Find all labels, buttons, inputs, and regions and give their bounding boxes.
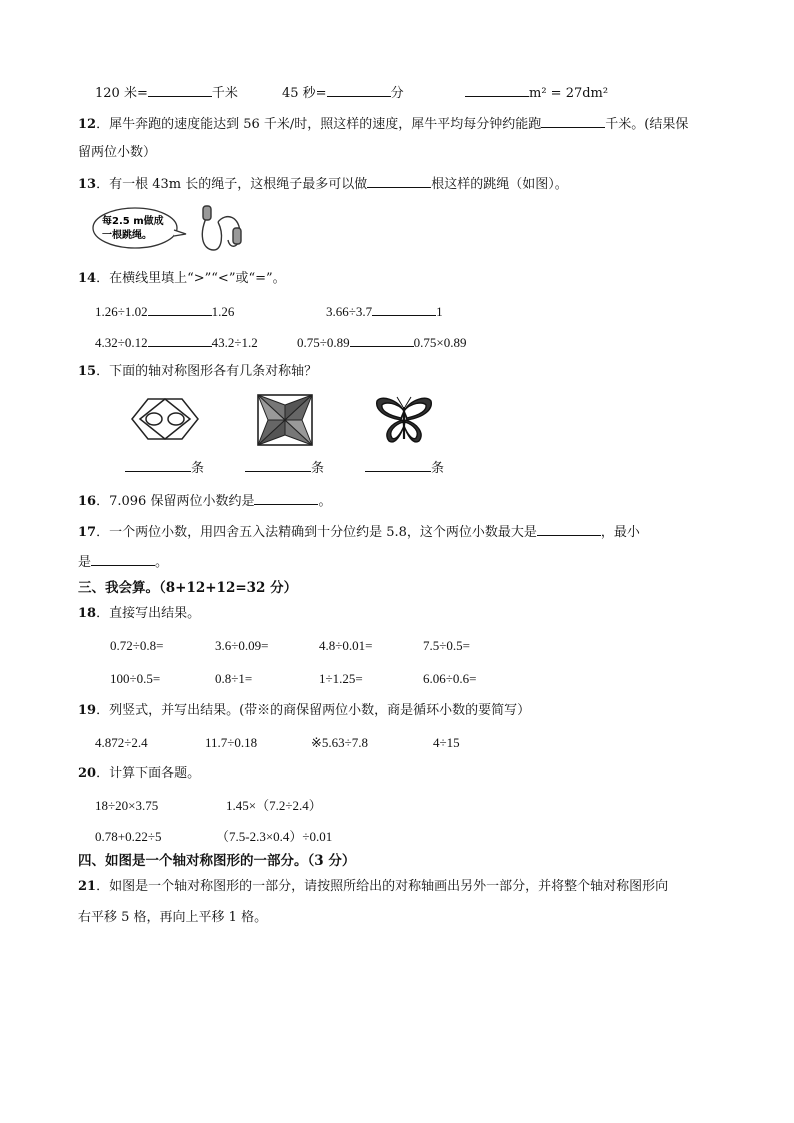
answer-blank[interactable]	[537, 522, 601, 536]
answer-blank[interactable]	[327, 83, 391, 97]
q20-item: 0.78+0.22÷5	[95, 829, 162, 844]
question-13: 13．有一根 43m 长的绳子，这根绳子最多可以做 根这样的跳绳（如图）。	[78, 174, 568, 194]
q19-item: 11.7÷0.18	[205, 735, 258, 750]
question-20: 20．计算下面各题。	[78, 766, 201, 781]
q15-answer-2: 条	[245, 458, 324, 478]
q11-line-b: 45 秒= 分	[282, 83, 404, 103]
speech-bubble	[93, 208, 177, 248]
jump-rope-illustration	[90, 204, 255, 254]
diamond-figure	[128, 393, 202, 445]
answer-blank[interactable]	[372, 302, 436, 316]
answer-blank[interactable]	[365, 458, 431, 472]
answer-blank[interactable]	[254, 491, 318, 505]
answer-blank[interactable]	[91, 552, 155, 566]
section-3-heading: 三、我会算。（8+12+12=32 分）	[78, 580, 298, 596]
q18-item: 7.5÷0.5=	[423, 638, 470, 653]
q14-row1-a: 1.26÷1.02 1.26	[95, 304, 235, 319]
q20-item: 18÷20×3.75	[95, 798, 159, 813]
answer-blank[interactable]	[148, 83, 212, 97]
q20-item: （7.5-2.3×0.4）÷0.01	[216, 829, 333, 844]
question-15: 15．下面的轴对称图形各有几条对称轴？	[78, 364, 318, 379]
answer-blank[interactable]	[367, 174, 431, 188]
answer-blank[interactable]	[541, 114, 605, 128]
answer-blank[interactable]	[245, 458, 311, 472]
question-17: 17．一个两位小数，用四舍五入法精确到十分位约是 5.8，这个两位小数最大是 ，最小	[78, 522, 640, 542]
q20-item: 1.45×（7.2÷2.4）	[226, 798, 322, 813]
q18-item: 0.72÷0.8=	[110, 638, 164, 653]
q18-item: 6.06÷0.6=	[423, 671, 477, 686]
question-19: 19．列竖式，并写出结果。(带※的商保留两位小数，商是循环小数的要简写）	[78, 703, 531, 718]
q14-row1-b: 3.66÷3.7 1	[326, 304, 443, 319]
butterfly-figure	[373, 393, 435, 447]
question-21: 21．如图是一个轴对称图形的一部分，请按照所给出的对称轴画出另外一部分，并将整个轴对称图形向	[78, 879, 669, 894]
question-16: 16．7.096 保留两位小数约是 。	[78, 491, 331, 511]
question-21-line2: 右平移 5 格，再向上平移 1 格。	[78, 910, 268, 925]
question-12-line2: 留两位小数）	[78, 145, 157, 160]
bubble-text-2: 一根跳绳。	[102, 230, 152, 241]
q18-item: 1÷1.25=	[319, 671, 363, 686]
answer-blank[interactable]	[350, 333, 414, 347]
section-4-heading: 四、如图是一个轴对称图形的一部分。（3 分）	[78, 853, 356, 869]
question-12: 12．犀牛奔跑的速度能达到 56 千米/时，照这样的速度，犀牛平均每分钟约能跑 千米。(结果保	[78, 114, 688, 134]
answer-blank[interactable]	[125, 458, 191, 472]
answer-blank[interactable]	[465, 83, 529, 97]
q15-answer-3: 条	[365, 458, 444, 478]
q15-answer-1: 条	[125, 458, 204, 478]
answer-blank[interactable]	[148, 302, 212, 316]
q14-row2-a: 4.32÷0.12 43.2÷1.2	[95, 335, 258, 350]
bubble-text-1: 每2.5 m做成	[102, 216, 164, 227]
q18-item: 4.8÷0.01=	[319, 638, 373, 653]
question-17-line2: 是 。	[78, 552, 168, 572]
q18-item: 100÷0.5=	[110, 671, 161, 686]
q18-item: 3.6÷0.09=	[215, 638, 269, 653]
jump-rope-icon	[202, 206, 241, 250]
q18-item: 0.8÷1=	[215, 671, 253, 686]
question-18: 18．直接写出结果。	[78, 606, 201, 621]
question-14: 14．在横线里填上“>”“<”或“=”。	[78, 271, 286, 286]
q11-line: 120 米= 千米	[95, 83, 238, 103]
q19-item: 4÷15	[433, 735, 460, 750]
q11-line-c: m² = 27dm²	[465, 83, 608, 103]
square-pinwheel-figure	[256, 393, 314, 447]
q14-row2-b: 0.75÷0.89 0.75×0.89	[297, 335, 467, 350]
answer-blank[interactable]	[148, 333, 212, 347]
q19-item: 4.872÷2.4	[95, 735, 148, 750]
q19-item: ※5.63÷7.8	[311, 735, 369, 750]
